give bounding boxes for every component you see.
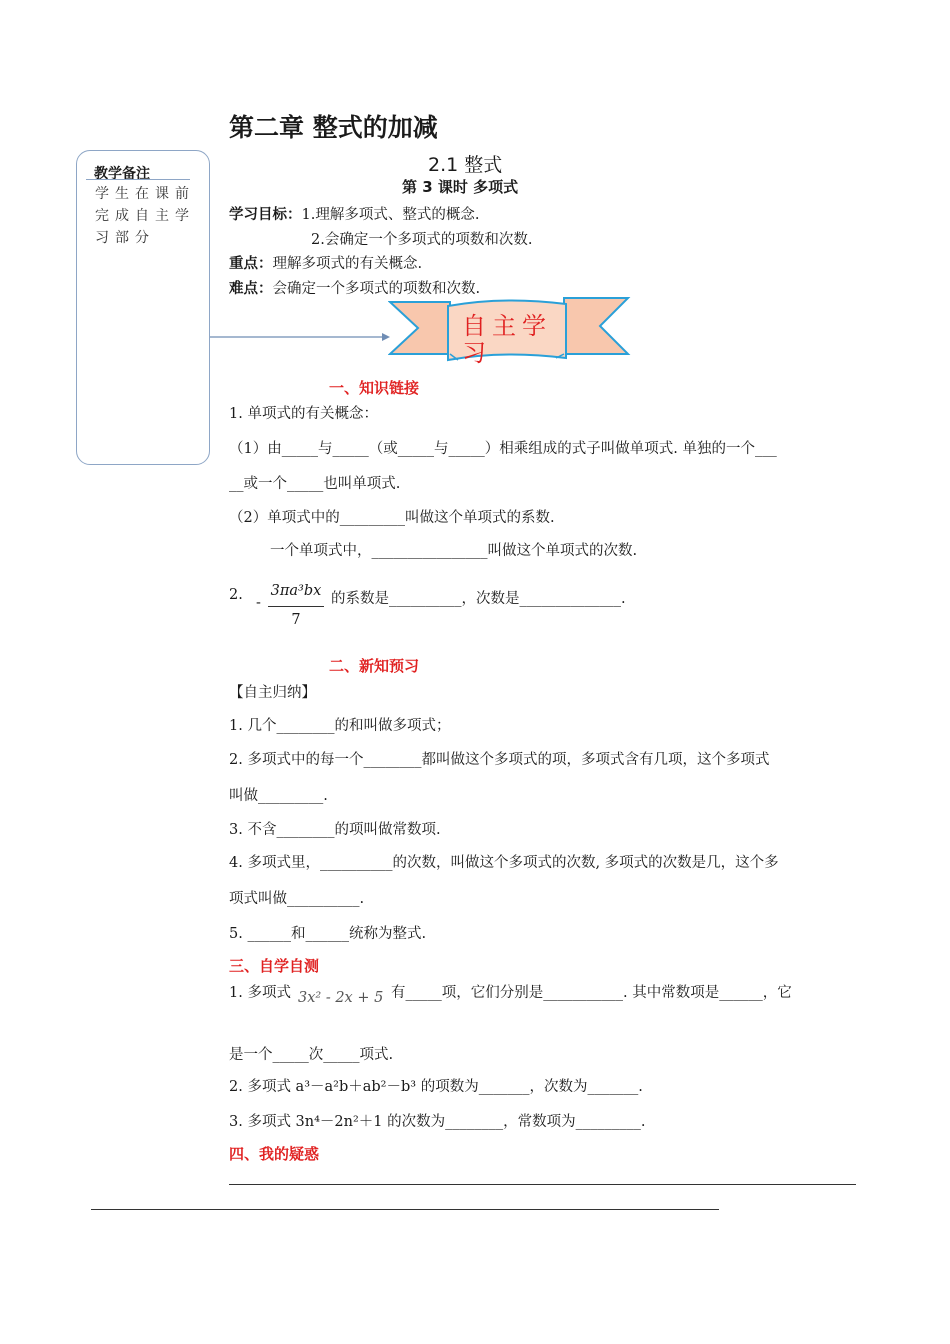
q1-1-line2: __或一个_____也叫单项式. (229, 476, 401, 492)
answer-line-2 (91, 1209, 719, 1210)
arrow-icon (210, 330, 390, 344)
p2-item-3: 3. 不含________的项叫做常数项. (229, 822, 441, 838)
p3-q1-pre: 1. 多项式 (229, 985, 291, 1001)
q2-text: 的系数是__________，次数是______________. (331, 591, 626, 607)
p3-q1-post: 有_____项，它们分别是___________. 其中常数项是______，它 (391, 985, 792, 1001)
chapter-title: 第二章 整式的加减 (229, 113, 438, 142)
p3-q1-expression: 3x² - 2x + 5 (298, 990, 384, 1006)
p2-item-2: 2. 多项式中的每一个________都叫做这个多项式的项，多项式含有几项，这个多项式 (229, 752, 770, 768)
banner-text: 自主学习 (462, 312, 552, 367)
p2-item-2b: 叫做_________. (229, 788, 328, 804)
p3-q2: 2. 多项式 a³－a²b＋ab²－b³ 的项数为_______，次数为_______. (229, 1079, 643, 1095)
part1-heading: 一、知识链接 (329, 379, 420, 397)
sidebar-divider (86, 179, 190, 180)
part2-heading: 二、新知预习 (329, 657, 420, 675)
part4-heading: 四、我的疑惑 (229, 1145, 320, 1163)
answer-line-1 (229, 1184, 856, 1185)
p3-q1-line2: 是一个_____次_____项式. (229, 1047, 394, 1063)
p3-q3: 3. 多项式 3n⁴－2n²＋1 的次数为________，常数项为_________. (229, 1114, 646, 1130)
q1-1-line1: （1）由_____与_____（或_____与_____）相乘组成的式子叫做单项式. 单独的一个___ (229, 441, 777, 457)
q2-number: 2. (229, 587, 243, 603)
difficult-point-label: 难点： (229, 281, 273, 297)
q2-denominator: 7 (291, 612, 301, 628)
difficult-point-text: 会确定一个多项式的项数和次数. (272, 281, 481, 297)
q2-minus: - (256, 595, 261, 611)
objective-1: 1.理解多项式、整式的概念. (301, 207, 480, 223)
q1-intro: 1. 单项式的有关概念： (229, 406, 378, 422)
p2-item-1: 1. 几个________的和叫做多项式； (229, 718, 451, 734)
p2-item-5: 5. ______和______统称为整式. (229, 926, 427, 942)
p2-item-4: 4. 多项式里，__________的次数，叫做这个多项式的次数, 多项式的次数是几，这个多 (229, 855, 779, 871)
key-point-text: 理解多项式的有关概念. (272, 256, 423, 272)
q1-2-line1: （2）单项式中的_________叫做这个单项式的系数. (229, 510, 555, 526)
lesson-title: 第 3 课时 多项式 (402, 178, 519, 196)
p2-item-4b: 项式叫做__________. (229, 891, 365, 907)
key-point-label: 重点： (229, 256, 273, 272)
objective-2: 2.会确定一个多项式的项数和次数. (311, 232, 533, 248)
q1-2-line2: 一个单项式中，________________叫做这个单项式的次数. (270, 543, 638, 559)
key-point (229, 252, 422, 273)
fraction-bar (268, 606, 324, 607)
part2-sub: 【自主归纳】 (229, 685, 316, 701)
teaching-notes-title: 教学备注 (94, 166, 150, 182)
teaching-notes-text: 学生在课前完成自主学习部分 (95, 186, 195, 246)
objectives (229, 203, 479, 224)
part3-heading: 三、自学自测 (229, 957, 320, 975)
objectives-label: 学习目标： (229, 207, 302, 223)
q2-numerator: 3πa³bx (270, 583, 322, 599)
section-number: 2.1 整式 (428, 154, 503, 176)
